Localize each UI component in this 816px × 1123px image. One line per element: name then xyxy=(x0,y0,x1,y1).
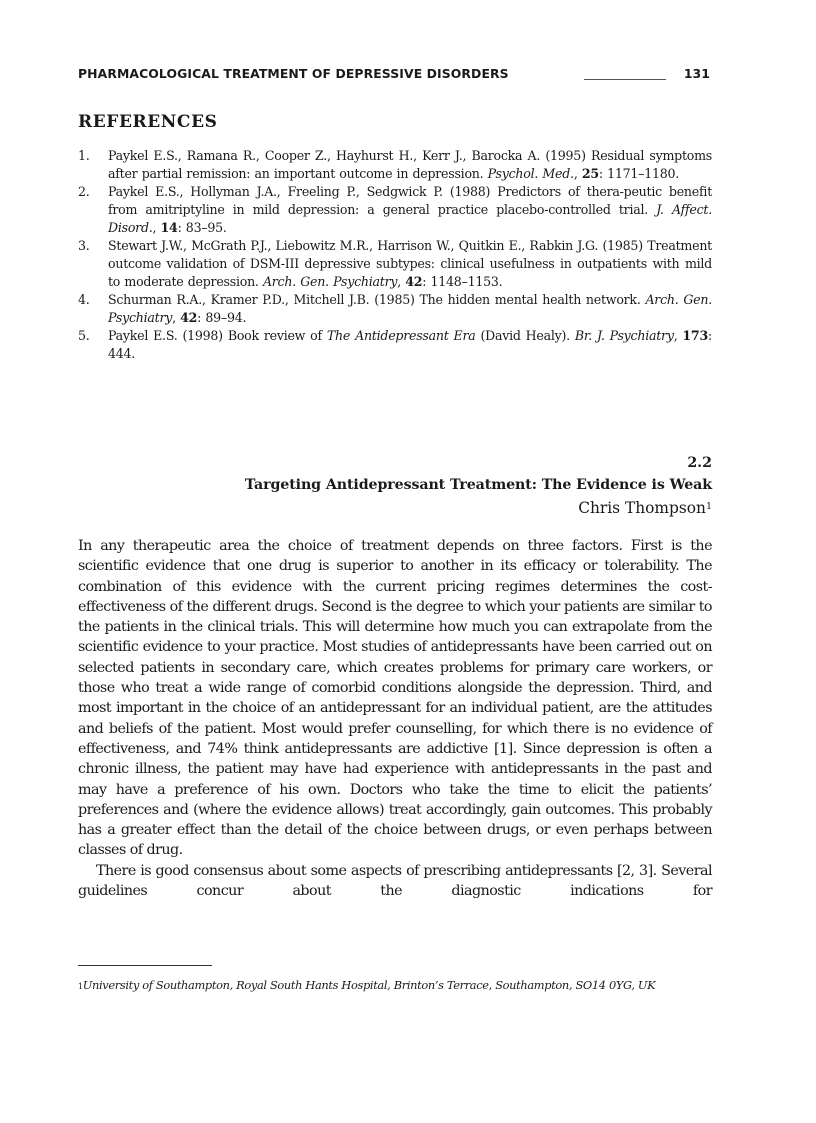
reference-text: Schurman R.A., Kramer P.D., Mitchell J.B. (1985) The hidden mental health network. xyxy=(108,292,646,307)
running-head-rule xyxy=(584,79,666,80)
running-head-title: PHARMACOLOGICAL TREATMENT OF DEPRESSIVE DISORDERS xyxy=(78,66,509,81)
section-header xyxy=(78,452,712,520)
reference-text: (David Healy). xyxy=(475,328,575,343)
reference-journal: Psychol. Med. xyxy=(487,166,574,181)
body-text xyxy=(78,536,712,901)
section-author xyxy=(78,496,712,520)
body-paragraph: There is good consensus about some aspects of prescribing antidepressants [2, 3]. Several guidelines concur about the diagnostic indications for xyxy=(78,862,712,900)
reference-separator: , xyxy=(397,274,406,289)
reference-volume: 42 xyxy=(405,274,423,289)
section-number: 2.2 xyxy=(687,455,712,471)
section-title: Targeting Antidepressant Treatment: The Evidence is Weak xyxy=(244,477,712,493)
reference-text: Paykel E.S., Ramana R., Cooper Z., Hayhurst H., Kerr J., Barocka A. (1995) Residual symptoms after partial remission: an important outcome in depression. xyxy=(108,148,712,181)
page-number: 131 xyxy=(683,66,710,81)
reference-journal: Arch. Gen. Psychiatry xyxy=(108,292,712,325)
reference-item xyxy=(78,183,712,237)
footnote-rule xyxy=(78,965,212,966)
reference-separator: , xyxy=(673,328,683,343)
reference-number: 4. xyxy=(78,292,90,307)
running-head xyxy=(78,66,712,86)
reference-number: 2. xyxy=(78,184,90,199)
reference-number: 1. xyxy=(78,148,90,163)
author-name: Chris Thompson xyxy=(578,499,706,517)
body-paragraph: In any therapeutic area the choice of treatment depends on three factors. First is the scientific evidence that one drug is superior to another in its efficacy or tolerability. The combination of this evidence with the current pricing regimes determines the cost-effectiveness of the different drugs. Second is the degree to which your patients are similar to the patients in the clinical trials. This will determine how much you can extrapolate from the scientific evidence to your practice. Most studies of antidepressants have been carried out on selected patients in secondary care, which creates problems for primary care workers, or those who treat a wide range of comorbid conditions alongside the depression. Third, and most important in the choice of an antidepressant for an individual patient, are the attitudes and beliefs of the patient. Most would prefer counselling, for which there is no evidence of effectiveness, and 74% think antidepressants are addictive [1]. Since depression is often a chronic illness, the patient may have had experience with antidepressants in the past and may have a preference of his own. Doctors who take the time to elicit the patients’ preferences and (where the evidence allows) treat accordingly, gain outcomes. This probably has a greater effect than the detail of the choice between drugs, or even perhaps between classes of drug. xyxy=(78,538,712,859)
reference-journal: J. Affect. Disord. xyxy=(108,202,712,235)
reference-volume: 42 xyxy=(180,310,198,325)
reference-text: Paykel E.S. (1998) Book review of xyxy=(108,328,327,343)
reference-volume: 173 xyxy=(682,328,708,343)
reference-book-title: The Antidepressant Era xyxy=(326,328,476,343)
footnote-text: University of Southampton, Royal South Hants Hospital, Brinton’s Terrace, Southampton, SO14 0YG, UK xyxy=(82,978,656,992)
reference-pages: : 1171–1180. xyxy=(598,166,680,181)
references-heading: REFERENCES xyxy=(78,112,218,132)
footnote xyxy=(78,977,712,994)
reference-pages: : 83–95. xyxy=(177,220,227,235)
reference-text: Paykel E.S., Hollyman J.A., Freeling P., Sedgwick P. (1988) Predictors of thera-peutic benefit from amitriptyline in mild depression: a general practice placebo-controlled trial. xyxy=(108,184,712,217)
reference-volume: 14 xyxy=(160,220,178,235)
reference-journal: Br. J. Psychiatry xyxy=(574,328,674,343)
reference-list xyxy=(78,147,712,363)
reference-item xyxy=(78,327,712,363)
reference-item xyxy=(78,147,712,183)
reference-separator: , xyxy=(573,166,582,181)
reference-item xyxy=(78,237,712,291)
reference-number: 5. xyxy=(78,328,90,343)
reference-text: Stewart J.W., McGrath P.J., Liebowitz M.R., Harrison W., Quitkin E., Rabkin J.G. (1985) Treatment outcome validation of DSM-III depressive subtypes: clinical usefulness in outpatients with mild to moderate depression. xyxy=(108,238,712,289)
footnote-mark: 1 xyxy=(78,982,83,991)
reference-separator: , xyxy=(152,220,161,235)
reference-item xyxy=(78,291,712,327)
reference-separator: , xyxy=(172,310,181,325)
author-footnote-mark: 1 xyxy=(705,501,712,512)
reference-number: 3. xyxy=(78,238,90,253)
reference-pages: : 1148–1153. xyxy=(422,274,503,289)
reference-pages: : 89–94. xyxy=(197,310,247,325)
reference-journal: Arch. Gen. Psychiatry xyxy=(262,274,398,289)
reference-volume: 25 xyxy=(581,166,599,181)
reference-pages: : 444. xyxy=(108,328,712,361)
